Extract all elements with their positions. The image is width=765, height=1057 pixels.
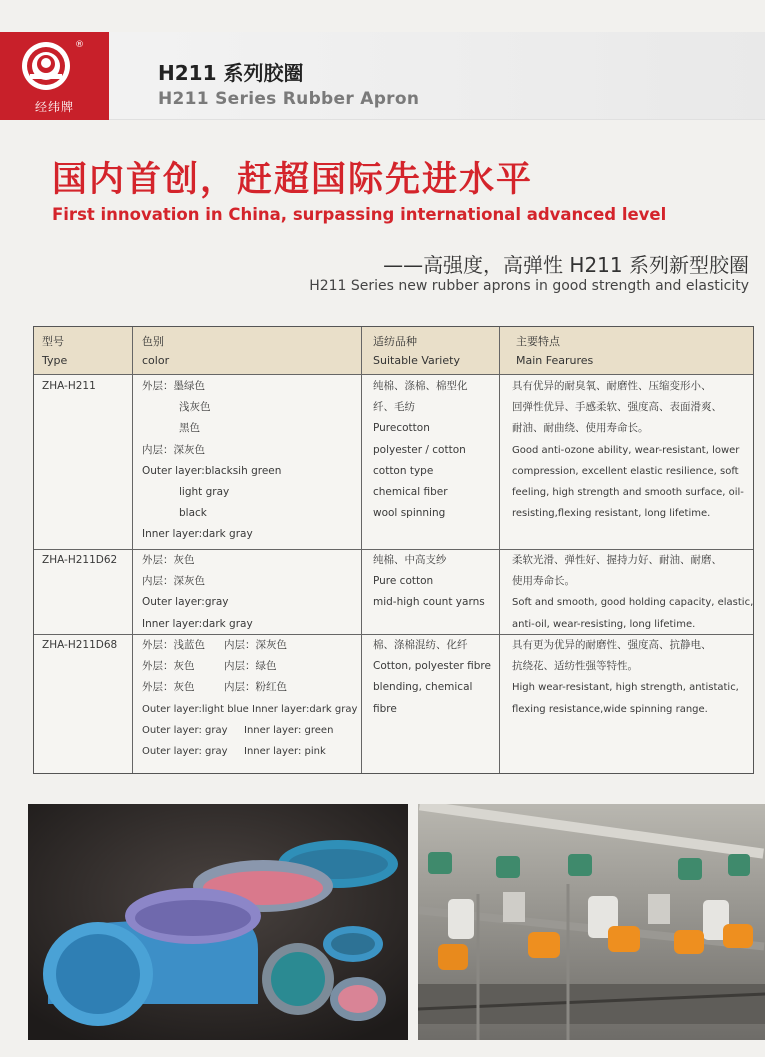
variety-line: Pure cotton: [373, 575, 434, 588]
color-line: 外层：墨绿色: [142, 380, 205, 392]
row1-features: [512, 376, 744, 524]
feature-line: 回弹性优异、手感柔软、强度高、表面滑爽、: [512, 401, 722, 414]
feature-line: 抗绕花、适纺性强等特性。: [512, 660, 638, 673]
variety-line: Cotton, polyester fibre: [373, 660, 491, 673]
row3-features: [512, 635, 739, 720]
outer-color: 外层：灰色: [142, 681, 195, 694]
feature-line: resisting,flexing resistant, long lifetime.: [512, 508, 711, 520]
color-line: Inner layer:dark gray: [142, 617, 253, 630]
color-line: Inner layer:dark gray: [142, 528, 253, 541]
header-type-en: Type: [42, 354, 68, 367]
header-features-cn: 主要特点: [516, 335, 560, 348]
color-line: 外层：灰色: [142, 554, 195, 566]
headline-en: First innovation in China, surpassing international advanced level: [52, 205, 667, 224]
color-line: Outer layer:gray: [142, 596, 229, 609]
variety-line: blending, chemical: [373, 681, 473, 694]
header-type-cn: 型号: [42, 335, 64, 348]
feature-line: feeling, high strength and smooth surface, oil-: [512, 487, 744, 499]
variety-line: 棉、涤棉混纺、化纤: [373, 639, 468, 651]
registered-mark: ®: [75, 40, 84, 50]
row1-color: [142, 376, 281, 546]
inner-color: Inner layer: pink: [244, 746, 326, 758]
variety-line: Purecotton: [373, 422, 430, 435]
header-variety-en: Suitable Variety: [373, 354, 460, 367]
column-divider: [499, 327, 500, 773]
color-line: 内层：深灰色: [142, 575, 205, 588]
header-type: [42, 332, 67, 370]
series-title-cn: H211 系列胶圈: [158, 61, 304, 85]
brand-name: 经纬牌: [34, 100, 74, 114]
row2-type: ZHA-H211D62: [42, 554, 118, 566]
color-pair-line: [142, 720, 357, 741]
variety-line: chemical fiber: [373, 486, 448, 499]
variety-line: polyester / cotton: [373, 443, 466, 456]
color-pair-line: [142, 677, 357, 698]
brand-logo-icon: [20, 40, 72, 92]
inner-color: Inner layer: green: [244, 724, 334, 736]
aprons-photo: [28, 804, 408, 1040]
color-line: 黑色: [179, 422, 200, 435]
row2-color: [142, 550, 253, 635]
outer-color: 外层：灰色: [142, 660, 195, 673]
feature-line: 柔软光滑、弹性好、握持力好、耐油、耐磨、: [512, 554, 722, 566]
feature-line: 具有更为优异的耐磨性、强度高、抗静电、: [512, 639, 712, 651]
feature-line: compression, excellent elastic resilience, soft: [512, 465, 739, 477]
feature-line: flexing resistance,wide spinning range.: [512, 703, 708, 715]
variety-line: 纤、毛纺: [373, 401, 415, 414]
feature-line: Soft and smooth, good holding capacity, elastic,: [512, 597, 754, 609]
header-features: [516, 332, 593, 370]
row2-variety: [373, 550, 485, 614]
color-line: 内层：深灰色: [142, 443, 205, 456]
feature-line: anti-oil, wear-resisting, long lifetime.: [512, 618, 696, 630]
feature-line: 具有优异的耐臭氧、耐磨性、压缩变形小、: [512, 380, 712, 392]
inner-color: 内层：粉红色: [224, 681, 287, 694]
row3-type: ZHA-H211D68: [42, 639, 118, 651]
color-line: Outer layer:light blue Inner layer:dark gray: [142, 703, 358, 715]
feature-line: 耐油、耐曲绕、使用寿命长。: [512, 422, 649, 435]
outer-color: Outer layer: gray: [142, 724, 228, 736]
header-color: [142, 332, 169, 370]
feature-line: Good anti-ozone ability, wear-resistant, lower: [512, 444, 740, 456]
row3-variety: [373, 635, 491, 720]
row1-variety: [373, 376, 468, 524]
color-pair-line: [142, 635, 357, 656]
color-pair-line: [142, 741, 357, 762]
variety-line: 纯棉、中高支纱: [373, 554, 447, 566]
color-line: Outer layer:blacksih green: [142, 464, 282, 477]
machine-photo: [418, 804, 765, 1040]
column-divider: [132, 327, 133, 773]
row-divider: [34, 374, 753, 375]
variety-line: 纯棉、涤棉、棉型化: [373, 380, 468, 392]
feature-line: High wear-resistant, high strength, antistatic,: [512, 682, 739, 694]
header-features-en: Main Fearures: [516, 354, 594, 367]
color-pair-line: [142, 656, 357, 677]
header-variety: [373, 332, 460, 370]
headline-cn: 国内首创，赶超国际先进水平: [52, 160, 534, 200]
color-line: black: [179, 507, 207, 520]
variety-line: wool spinning: [373, 507, 446, 520]
row3-color: [142, 635, 357, 762]
header-color-en: color: [142, 354, 170, 367]
color-line: 浅灰色: [179, 401, 211, 414]
variety-line: mid-high count yarns: [373, 596, 485, 609]
row2-features: [512, 550, 753, 635]
feature-line: 使用寿命长。: [512, 575, 575, 588]
subheadline-en: H211 Series new rubber aprons in good strength and elasticity: [309, 278, 749, 294]
subheadline-cn: ——高强度，高弹性 H211 系列新型胶圈: [383, 253, 749, 277]
variety-line: cotton type: [373, 464, 434, 477]
header-variety-cn: 适纺品种: [373, 335, 417, 348]
brand-logo: [0, 32, 109, 120]
spec-table: [33, 326, 754, 774]
inner-color: 内层：绿色: [224, 660, 277, 673]
inner-color: 内层：深灰色: [224, 639, 287, 651]
header-color-cn: 色别: [142, 335, 164, 348]
variety-line: fibre: [373, 702, 397, 715]
column-divider: [361, 327, 362, 773]
series-title-en: H211 Series Rubber Apron: [158, 89, 420, 109]
outer-color: Outer layer: gray: [142, 746, 228, 758]
outer-color: 外层：浅蓝色: [142, 639, 205, 651]
color-line: light gray: [179, 486, 230, 499]
row1-type: ZHA-H211: [42, 380, 96, 392]
